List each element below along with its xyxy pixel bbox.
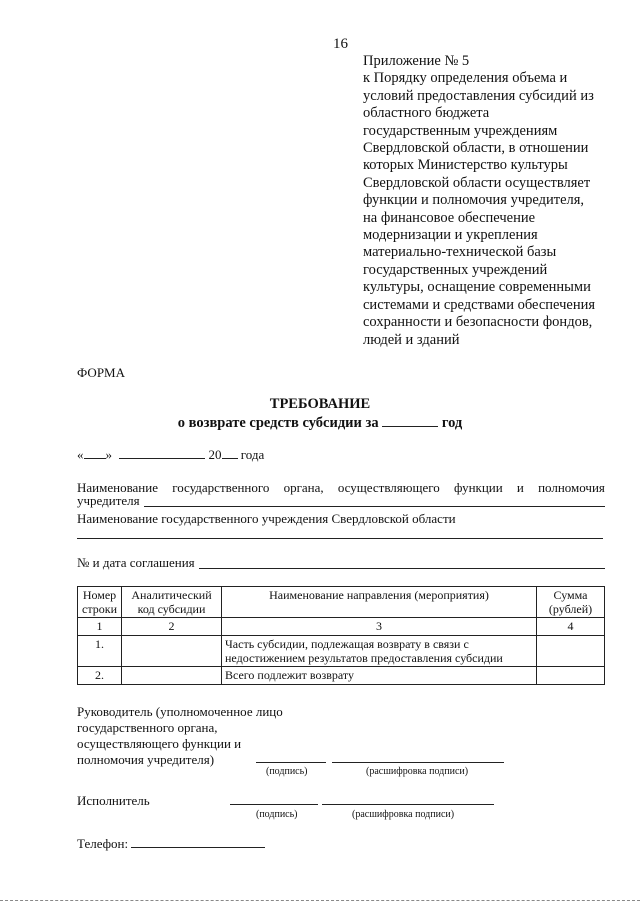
year-blank[interactable] xyxy=(382,414,438,427)
table-header-row xyxy=(78,587,605,618)
head-line: государственного органа, xyxy=(77,720,218,735)
table-row xyxy=(78,636,605,667)
org-word: и xyxy=(516,480,524,495)
document-title: ТРЕБОВАНИЕ xyxy=(269,396,371,412)
appendix-line: Свердловской области, в отношении xyxy=(363,140,589,157)
executor-decode-field[interactable] xyxy=(322,804,494,805)
head-line: полномочия учредителя) xyxy=(77,752,215,767)
head-signature-field[interactable] xyxy=(256,762,326,763)
row-sum-cell[interactable] xyxy=(537,667,605,685)
appendix-line: модернизации и укрепления xyxy=(363,227,538,244)
century: 20 xyxy=(208,447,222,462)
row-code-cell[interactable] xyxy=(122,667,222,685)
row-code-cell[interactable] xyxy=(122,636,222,667)
quote-open: « xyxy=(77,447,84,462)
head-line: осуществляющего функции и xyxy=(77,736,242,751)
appendix-line: условий предоставления субсидий из xyxy=(363,87,594,104)
row-sum-cell[interactable] xyxy=(537,636,605,667)
row-direction: Часть субсидии, подлежащая возврату в связи с недостижением результатов предоставления субсидии xyxy=(222,636,537,667)
org-word: осуществляющего xyxy=(337,480,440,495)
appendix-line: культуры, оснащение современными xyxy=(363,279,591,296)
header-code: Аналитический код субсидии xyxy=(122,587,222,618)
refund-table xyxy=(77,586,605,685)
agreement-label: № и дата соглашения xyxy=(77,555,195,570)
table-row xyxy=(78,667,605,685)
day-blank[interactable] xyxy=(84,446,106,459)
org-name-field[interactable] xyxy=(144,493,605,507)
appendix-line: которых Министерство культуры xyxy=(363,157,568,174)
org-word: государственного xyxy=(172,480,270,495)
appendix-line: Приложение № 5 xyxy=(363,53,470,69)
executor-decode-caption: (расшифровка подписи) xyxy=(352,809,455,820)
org-word: Наименование xyxy=(77,480,158,495)
executor-signature-caption: (подпись) xyxy=(256,809,298,820)
row-number: 2. xyxy=(78,667,122,685)
appendix-line: Свердловской области осуществляет xyxy=(363,174,591,191)
agreement-line xyxy=(77,555,605,571)
appendix-line: функции и полномочия учредителя, xyxy=(363,192,585,209)
row-direction: Всего подлежит возврату xyxy=(222,667,537,685)
appendix-line: материально-технической базы xyxy=(363,244,557,261)
page-number: 16 xyxy=(333,36,348,52)
appendix-line: областного бюджета xyxy=(363,105,490,122)
col-number: 4 xyxy=(537,618,605,636)
date-suffix: года xyxy=(240,447,265,462)
institution-field[interactable] xyxy=(77,538,603,539)
page-bottom-edge xyxy=(0,900,640,901)
org-word: органа, xyxy=(283,480,324,495)
row-number: 1. xyxy=(78,636,122,667)
subtitle-suffix: год xyxy=(441,415,463,431)
document-subtitle xyxy=(0,414,640,432)
head-signature-caption: (подпись) xyxy=(266,766,308,777)
phone-label: Телефон: xyxy=(77,836,129,851)
executor-label: Исполнитель xyxy=(77,793,150,808)
appendix-line: на финансовое обеспечение xyxy=(363,209,536,226)
header-sum: Сумма (рублей) xyxy=(537,587,605,618)
date-line xyxy=(77,446,264,463)
header-row-number: Номер строки xyxy=(78,587,122,618)
head-decode-field[interactable] xyxy=(332,762,504,763)
column-number-row xyxy=(78,618,605,636)
form-label: ФОРМА xyxy=(77,365,125,380)
year-short-blank[interactable] xyxy=(222,446,238,459)
org-word: полномочия xyxy=(538,480,605,495)
appendix-line: сохранности и безопасности фондов, xyxy=(363,314,593,331)
col-number: 3 xyxy=(222,618,537,636)
org-cont-label: учредителя xyxy=(77,493,140,508)
org-word: функции xyxy=(453,480,503,495)
org-name-continuation xyxy=(77,493,605,509)
institution-label: Наименование государственного учреждения Свердловской области xyxy=(77,511,456,526)
col-number: 2 xyxy=(122,618,222,636)
appendix-line: к Порядку определения объема и xyxy=(363,70,568,87)
col-number: 1 xyxy=(78,618,122,636)
appendix-line: системами и средствами обеспечения xyxy=(363,296,596,313)
executor-signature-field[interactable] xyxy=(230,804,318,805)
head-line: Руководитель (уполномоченное лицо xyxy=(77,704,283,719)
appendix-note xyxy=(363,53,623,349)
appendix-line: государственным учреждениям xyxy=(363,122,558,139)
phone-line xyxy=(77,835,265,852)
appendix-line: людей и зданий xyxy=(363,331,460,348)
quote-close: » xyxy=(105,447,112,462)
head-decode-caption: (расшифровка подписи) xyxy=(366,766,469,777)
month-blank[interactable] xyxy=(119,446,205,459)
phone-field[interactable] xyxy=(131,835,265,848)
appendix-line: государственных учреждений xyxy=(363,261,548,278)
subtitle-prefix: о возврате средств субсидии за xyxy=(177,415,379,431)
header-direction: Наименование направления (мероприятия) xyxy=(222,587,537,618)
agreement-field[interactable] xyxy=(199,555,605,569)
head-signature-label xyxy=(77,704,283,768)
